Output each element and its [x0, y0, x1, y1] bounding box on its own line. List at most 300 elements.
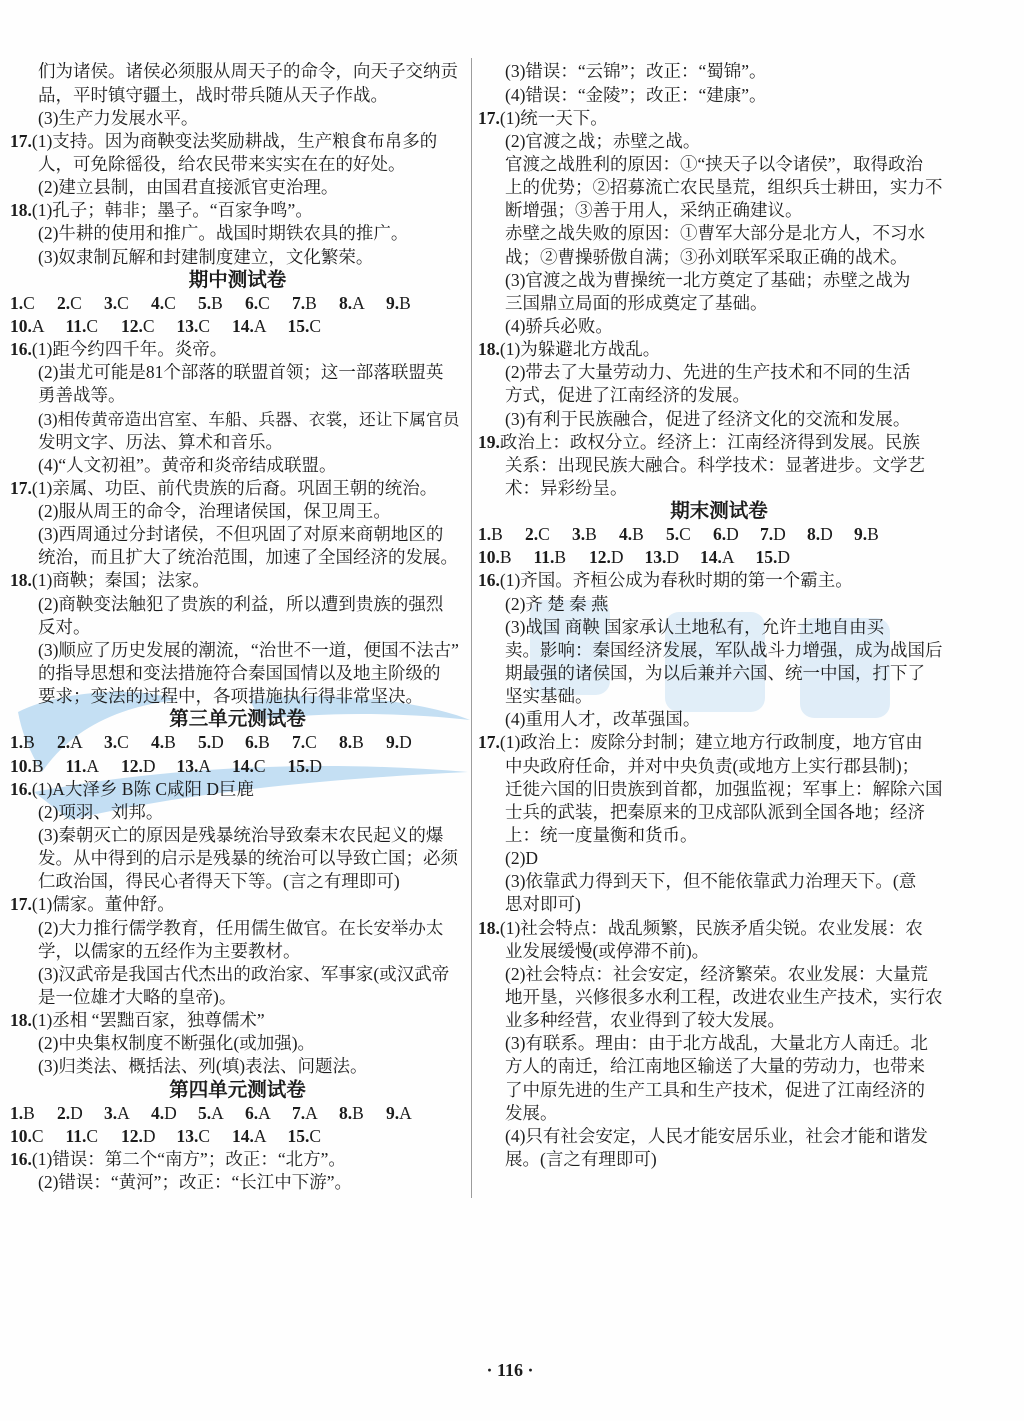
answer-text: 业发展缓慢(或停滞不前)。 — [505, 940, 710, 961]
answer-text: (3)奴隶制瓦解和封建制度建立，文化繁荣。 — [38, 246, 374, 267]
answer-text: (3)秦朝灭亡的原因是残暴统治导致秦末农民起义的爆 — [38, 825, 444, 846]
answer-letter: D — [726, 524, 739, 545]
answer-letter: C — [309, 1125, 322, 1146]
choice-answer — [288, 1125, 344, 1148]
answer-line — [10, 500, 465, 523]
question-number: 13. — [644, 547, 667, 568]
answer-letter: C — [117, 732, 129, 753]
question-number: 5. — [666, 524, 680, 545]
answer-line — [10, 593, 465, 616]
answer-letter: A — [253, 1125, 267, 1146]
choice-answer — [66, 755, 122, 778]
answer-text: (2)社会特点：社会安定，经济繁荣。农业发展：大量荒 — [505, 963, 928, 984]
answer-line — [478, 731, 960, 754]
answer-text: (3)官渡之战为曹操统一北方奠定了基础；赤壁之战为 — [505, 269, 911, 290]
answer-letter: A — [305, 1102, 318, 1123]
answer-letter: C — [31, 1125, 44, 1146]
choice-answers-row — [478, 523, 960, 546]
answer-letter: B — [164, 732, 176, 753]
answer-line — [10, 153, 465, 176]
answer-line — [10, 917, 465, 940]
choice-answer — [619, 523, 666, 546]
answer-text: (1)丞相 “罢黜百家，独尊儒术” — [31, 1010, 265, 1031]
answer-text: (1)距今约四千年。炎帝。 — [31, 339, 228, 360]
choice-answer — [177, 1125, 233, 1148]
answer-line — [478, 153, 960, 176]
choice-answer — [339, 292, 386, 315]
answer-line — [10, 1171, 465, 1194]
answer-line — [478, 847, 960, 870]
answer-line — [10, 130, 465, 153]
answer-letter: D — [309, 755, 323, 776]
answer-line — [478, 199, 960, 222]
question-number: 6. — [245, 732, 259, 753]
answer-line — [10, 847, 465, 870]
choice-answer — [245, 1102, 292, 1125]
answer-line — [10, 408, 465, 431]
choice-answer — [104, 292, 151, 315]
question-number: 2. — [57, 732, 71, 753]
answer-line — [478, 107, 960, 130]
choice-answer — [198, 292, 245, 315]
answer-line — [10, 940, 465, 963]
answer-line — [478, 84, 960, 107]
answer-letter: D — [142, 755, 156, 776]
answer-letter: D — [773, 524, 786, 545]
answer-letter: C — [164, 292, 176, 313]
answer-letter: B — [258, 732, 270, 753]
answer-line — [478, 246, 960, 269]
choice-answer — [572, 523, 619, 546]
answer-text: 断增强；③善于用人，采纳正确建议。 — [505, 200, 803, 221]
answer-line — [10, 616, 465, 639]
answer-line — [10, 824, 465, 847]
answer-text: (2)大力推行儒学教育，任用儒生做官。在长安举办太 — [38, 917, 444, 938]
question-number: 18. — [478, 339, 500, 360]
answer-line — [10, 1009, 465, 1032]
answer-line — [478, 870, 960, 893]
choice-answer — [292, 731, 339, 754]
answer-text: (1)儒家。董仲舒。 — [31, 894, 175, 915]
choice-answer — [386, 1102, 433, 1125]
choice-answer — [232, 315, 288, 338]
choice-answer — [10, 1125, 66, 1148]
answer-letter: A — [258, 1102, 271, 1123]
choice-answer — [10, 1102, 57, 1125]
answer-letter: C — [309, 315, 322, 336]
question-number: 8. — [339, 1102, 353, 1123]
choice-answer — [10, 292, 57, 315]
question-number: 7. — [292, 732, 306, 753]
answer-text: (1)齐国。齐桓公成为春秋时期的第一个霸主。 — [499, 570, 853, 591]
answer-text: 品，平时镇守疆土，战时带兵随从天子作战。 — [38, 84, 388, 105]
answer-text: 们为诸侯。诸侯必须服从周天子的命令，向天子交纳贡 — [38, 61, 458, 82]
answer-letter: C — [253, 755, 266, 776]
section-heading: 第四单元测试卷 — [169, 1079, 306, 1101]
answer-line — [10, 986, 465, 1009]
answer-line — [478, 431, 960, 454]
answer-line — [478, 315, 960, 338]
choice-answers-row — [10, 755, 465, 778]
answer-line — [10, 222, 465, 245]
answer-line — [10, 477, 465, 500]
question-number: 10. — [10, 755, 32, 776]
question-number: 10. — [10, 1125, 32, 1146]
answer-text: 发展。 — [505, 1102, 558, 1123]
answer-text: (1)社会特点：战乱频繁，民族矛盾尖锐。农业发展：农 — [499, 917, 923, 938]
question-number: 14. — [232, 755, 254, 776]
answer-text: (2)中央集权制度不断强化(或加强)。 — [38, 1033, 316, 1054]
answer-letter: C — [198, 1125, 211, 1146]
answer-line — [478, 940, 960, 963]
answer-text: 迁徙六国的旧贵族到首都，加强监视；军事上：解除六国 — [505, 778, 943, 799]
answer-letter: D — [399, 732, 412, 753]
answer-text: (2)D — [505, 848, 539, 869]
answer-letter: C — [23, 292, 35, 313]
answer-line — [478, 824, 960, 847]
answer-line — [478, 685, 960, 708]
choice-answer — [245, 292, 292, 315]
answer-text: (1)错误：第二个“南方”；改正：“北方”。 — [31, 1149, 346, 1169]
answer-letter: D — [666, 547, 680, 568]
choice-answer — [666, 523, 713, 546]
answer-letter: C — [258, 292, 270, 313]
answer-text: (1)统一天下。 — [499, 107, 608, 128]
answer-text: 士兵的武装，把秦原来的卫戍部队派到全国各地；经济 — [505, 801, 925, 822]
question-number: 1. — [10, 1102, 24, 1123]
answer-text: 关系：出现民族大融合。科学技术：显著进步。文学艺 — [505, 454, 925, 475]
question-number: 18. — [478, 917, 500, 938]
answer-text: 地开垦，兴修很多水利工程，改进农业生产技术，实行农 — [505, 987, 943, 1008]
answer-text: (2)商鞅变法触犯了贵族的利益，所以遭到贵族的强烈 — [38, 593, 444, 614]
question-number: 12. — [589, 547, 611, 568]
answer-letter: C — [538, 524, 550, 545]
question-number: 6. — [713, 524, 727, 545]
answer-letter: D — [164, 1102, 177, 1123]
answer-text: (2)建立县制，由国君直接派官吏治理。 — [38, 177, 339, 198]
choice-answer — [57, 1102, 104, 1125]
answer-line — [478, 1102, 960, 1125]
answer-line — [478, 454, 960, 477]
question-number: 8. — [807, 524, 821, 545]
choice-answer — [292, 1102, 339, 1125]
choice-answers-row — [10, 1125, 465, 1148]
answer-line — [10, 963, 465, 986]
choice-answer — [104, 731, 151, 754]
choice-answer — [525, 523, 572, 546]
answer-text: (2)错误：“黄河”；改正：“长江中下游”。 — [38, 1172, 352, 1193]
answer-line — [478, 60, 960, 83]
answer-text: (1)商鞅；秦国；法家。 — [31, 570, 210, 591]
question-number: 12. — [121, 315, 143, 336]
answer-line — [478, 1009, 960, 1032]
question-number: 5. — [198, 1102, 212, 1123]
choice-answers-row — [478, 546, 960, 569]
choice-answer — [151, 292, 198, 315]
question-number: 17. — [478, 732, 500, 753]
answer-letter: B — [211, 292, 223, 313]
section-heading: 期中测试卷 — [188, 269, 287, 291]
question-number: 10. — [478, 547, 500, 568]
answer-letter: A — [70, 732, 83, 753]
answer-line — [478, 662, 960, 685]
question-number: 14. — [232, 315, 254, 336]
answer-line — [478, 593, 960, 616]
choice-answer — [386, 292, 433, 315]
question-number: 12. — [121, 755, 143, 776]
answer-line — [478, 986, 960, 1009]
answer-line — [478, 1055, 960, 1078]
answer-line — [478, 963, 960, 986]
answer-line — [10, 1055, 465, 1078]
answer-text: 发。从中得到的启示是残暴的统治可以导致亡国；必须 — [38, 848, 458, 869]
question-number: 18. — [10, 200, 32, 221]
answer-text: (3)有利于民族融合，促进了经济文化的交流和发展。 — [505, 408, 911, 429]
answer-text: 赤壁之战失败的原因：①曹军大部分是北方人，不习水 — [505, 223, 925, 244]
answer-text: (4)骄兵必败。 — [505, 315, 613, 336]
answer-text: 勇善战等。 — [38, 385, 126, 406]
answer-letter: D — [142, 1125, 156, 1146]
question-number: 15. — [287, 315, 310, 336]
answer-text: 发明文字、历法、算术和音乐。 — [38, 431, 283, 452]
question-number: 3. — [104, 732, 118, 753]
choice-answers-row — [10, 1102, 465, 1125]
answer-text: (4)重用人才，改革强国。 — [505, 709, 701, 730]
answer-line — [478, 1032, 960, 1055]
choice-answer — [177, 315, 233, 338]
answer-text: 是一位雄才大略的皇帝)。 — [38, 987, 237, 1008]
answer-line — [478, 616, 960, 639]
choice-answers-row — [10, 315, 465, 338]
answer-text: (3)错误：“云锦”；改正：“蜀锦”。 — [505, 61, 767, 82]
answer-letter: B — [31, 755, 44, 776]
answer-letter: A — [86, 755, 100, 776]
question-number: 17. — [10, 477, 32, 498]
answer-text: (2)蚩尤可能是81个部落的联盟首领；这一部落联盟英 — [38, 362, 444, 383]
question-number: 16. — [10, 1149, 32, 1169]
question-number: 18. — [10, 1010, 32, 1031]
choice-answer — [288, 315, 344, 338]
answer-text: (2)牛耕的使用和推广。战国时期铁农具的推广。 — [38, 223, 409, 244]
answer-line — [478, 269, 960, 292]
answer-text: (4)错误：“金陵”；改正：“建康”。 — [505, 84, 767, 105]
answer-line — [478, 361, 960, 384]
choice-answer — [57, 292, 104, 315]
answer-line — [478, 176, 960, 199]
question-number: 2. — [57, 292, 71, 313]
answer-line — [10, 60, 465, 83]
answer-text: 坚实基础。 — [505, 686, 593, 707]
answer-letter: A — [211, 1102, 224, 1123]
answer-line — [478, 755, 960, 778]
question-number: 2. — [525, 524, 539, 545]
answer-text: 仁政治国，得民心者得天下等。(言之有理即可) — [38, 871, 400, 892]
answer-line — [478, 408, 960, 431]
answer-line — [478, 893, 960, 916]
answer-line — [10, 384, 465, 407]
answer-line — [478, 708, 960, 731]
choice-answer — [10, 755, 66, 778]
answer-letter: C — [679, 524, 691, 545]
question-number: 5. — [198, 292, 212, 313]
answer-letter: C — [86, 1125, 99, 1146]
answer-text: 方式，促进了江南经济的发展。 — [505, 385, 750, 406]
question-number: 7. — [292, 292, 306, 313]
choice-answer — [478, 523, 525, 546]
answer-text: 的指导思想和变法措施符合秦国国情以及地主阶级的 — [38, 663, 441, 684]
answer-text: (2)齐 楚 秦 燕 — [505, 593, 609, 614]
answer-line — [478, 477, 960, 500]
question-number: 13. — [176, 755, 199, 776]
answer-line — [10, 662, 465, 685]
question-number: 4. — [619, 524, 633, 545]
question-number: 14. — [232, 1125, 254, 1146]
answer-text: 人，可免除徭役，给农民带来实实在在的好处。 — [38, 153, 406, 174]
answer-letter: A — [399, 1102, 412, 1123]
answer-text: (2)服从周王的命令，治理诸侯国，保卫周王。 — [38, 501, 391, 522]
question-number: 17. — [10, 130, 32, 151]
answer-text: (1)孔子；韩非；墨子。“百家争鸣”。 — [31, 200, 313, 221]
answer-text: (3)汉武帝是我国古代杰出的政治家、军事家(或汉武帝 — [38, 963, 450, 984]
question-number: 15. — [287, 1125, 310, 1146]
answer-line — [478, 639, 960, 662]
answer-letter: C — [198, 315, 211, 336]
answer-line — [478, 130, 960, 153]
answer-line — [10, 246, 465, 269]
answer-text: 战；②曹操骄傲自满；③孙刘联军采取正确的战术。 — [505, 246, 908, 267]
choice-answer — [386, 731, 433, 754]
answer-line — [478, 338, 960, 361]
choice-answer — [534, 546, 590, 569]
answer-text: (3)战国 商鞅 国家承认土地私有，允许土地自由买 — [505, 616, 885, 637]
answer-text: 官渡之战胜利的原因：①“挟天子以令诸侯”，取得政治 — [505, 153, 924, 174]
answer-text: (3)依靠武力得到天下，但不能依靠武力治理天下。(意 — [505, 871, 917, 892]
answer-letter: B — [399, 292, 411, 313]
answer-letter: A — [198, 755, 212, 776]
answer-text: (1)A大泽乡 B陈 C咸阳 D巨鹿 — [31, 778, 255, 799]
column-divider — [471, 58, 472, 1198]
choice-answer — [121, 1125, 177, 1148]
question-number: 2. — [57, 1102, 71, 1123]
answer-letter: A — [721, 547, 735, 568]
question-number: 4. — [151, 732, 165, 753]
answer-text: (3)生产力发展水平。 — [38, 107, 199, 128]
question-number: 3. — [104, 292, 118, 313]
answer-text: (3)顺应了历史发展的潮流，“治世不一道，便国不法古” — [38, 639, 459, 660]
answer-line — [478, 222, 960, 245]
choice-answer — [198, 1102, 245, 1125]
choice-answer — [66, 1125, 122, 1148]
answer-line — [478, 292, 960, 315]
answer-text: (2)项羽、刘邦。 — [38, 801, 164, 822]
answer-line — [10, 639, 465, 662]
choice-answer — [121, 755, 177, 778]
answer-line — [10, 870, 465, 893]
choice-answer — [339, 731, 386, 754]
question-number: 1. — [10, 732, 24, 753]
answer-letter: D — [211, 732, 224, 753]
answer-letter: B — [352, 1102, 364, 1123]
choice-answer — [288, 755, 344, 778]
right-column — [478, 60, 960, 1171]
question-number: 11. — [65, 315, 87, 336]
choice-answer — [854, 523, 901, 546]
answer-letter: D — [610, 547, 624, 568]
answer-text: 上的优势；②招募流亡农民垦荒，组织兵士耕田，实力不 — [505, 177, 943, 198]
choice-answer — [589, 546, 645, 569]
answer-line — [10, 778, 465, 801]
answer-line — [10, 176, 465, 199]
section-heading: 第三单元测试卷 — [169, 709, 306, 731]
question-number: 6. — [245, 1102, 259, 1123]
choice-answer — [121, 315, 177, 338]
choice-answers-row — [10, 292, 465, 315]
answer-line — [10, 107, 465, 130]
answer-line — [478, 1079, 960, 1102]
answer-text: 要求；变法的过程中，各项措施执行得非常坚决。 — [38, 686, 423, 707]
answer-text: (3)相传黄帝造出宫室、车船、兵器、衣裳，还让下属官员 — [38, 409, 460, 429]
answer-line — [10, 801, 465, 824]
answer-text: (2)官渡之战；赤壁之战。 — [505, 130, 701, 151]
choice-answer — [339, 1102, 386, 1125]
choice-answer — [645, 546, 701, 569]
choice-answer — [10, 315, 66, 338]
answer-letter: B — [499, 547, 512, 568]
choice-answer — [104, 1102, 151, 1125]
answer-letter: D — [777, 547, 791, 568]
answer-text: (3)西周通过分封诸侯，不但巩固了对原来商朝地区的 — [38, 524, 444, 545]
answer-letter: C — [70, 292, 82, 313]
answer-letter: A — [253, 315, 267, 336]
answer-text: (1)为躲避北方战乱。 — [499, 339, 661, 360]
answer-line — [478, 917, 960, 940]
answer-text: (3)归类法、概括法、列(填)表法、问题法。 — [38, 1056, 368, 1077]
page-number: · 116 · — [486, 1360, 534, 1380]
choice-answer — [756, 546, 812, 569]
question-number: 17. — [478, 107, 500, 128]
answer-letter: B — [554, 547, 567, 568]
question-number: 3. — [104, 1102, 118, 1123]
answer-text: (1)支持。因为商鞅变法奖励耕战，生产粮食布帛多的 — [31, 130, 438, 151]
answer-letter: A — [31, 315, 45, 336]
answer-text: 统治，而且扩大了统治范围，加速了全国经济的发展。 — [38, 547, 458, 568]
question-number: 9. — [386, 732, 400, 753]
answer-line — [10, 431, 465, 454]
answer-text: (1)亲属、功臣、前代贵族的后裔。巩固王朝的统治。 — [31, 477, 438, 498]
answer-letter: B — [632, 524, 644, 545]
question-number: 9. — [386, 1102, 400, 1123]
question-number: 13. — [176, 315, 199, 336]
answer-letter: D — [70, 1102, 83, 1123]
choice-answer — [198, 731, 245, 754]
answer-line — [10, 546, 465, 569]
choice-answer — [700, 546, 756, 569]
question-number: 8. — [339, 732, 353, 753]
choice-answer — [177, 755, 233, 778]
choice-answer — [232, 1125, 288, 1148]
answer-line — [10, 361, 465, 384]
answer-letter: B — [491, 524, 503, 545]
answer-line — [10, 893, 465, 916]
question-number: 5. — [198, 732, 212, 753]
left-column — [10, 60, 465, 1194]
answer-letter: C — [142, 315, 155, 336]
answer-line — [478, 801, 960, 824]
choice-answer — [151, 1102, 198, 1125]
question-number: 16. — [478, 570, 500, 591]
answer-line — [10, 199, 465, 222]
question-number: 1. — [10, 292, 24, 313]
